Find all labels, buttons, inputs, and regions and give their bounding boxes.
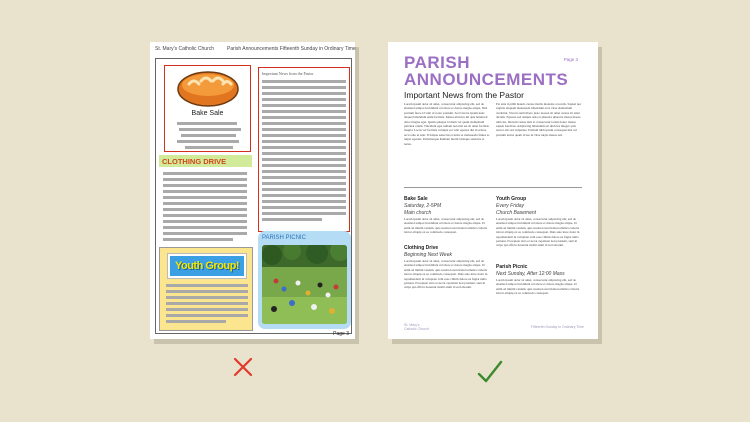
footer-church [404,323,429,331]
text-line [262,134,346,137]
red-x-icon [232,356,254,378]
text-line [163,226,247,229]
text-line [163,184,247,187]
event-parish-picnic-when: Next Sunday, After 12:00 Mass [496,271,565,277]
text-line [262,110,346,113]
text-line [262,188,346,191]
right-page-number: Page 3 [563,57,578,62]
text-line [166,302,248,305]
pastor-news-title: Important News from the Pastor [262,71,314,76]
left-page-number: Page 3 [333,331,349,337]
event-clothing-drive-when: Beginning Next Week [404,252,452,258]
event-clothing-drive-name: Clothing Drive [404,245,439,251]
text-line [262,116,346,119]
text-line [163,190,247,193]
text-line [163,208,247,211]
youth-group-box [159,247,253,331]
event-clothing-drive-body: Lorem ipsum dolor sit amet, consectetur adipiscing elit, sed do eiusmod tempor incididunt ut labore et dolore magna aliqua. Ut enim ad minim veniam, quis nostrud exercitation ullamco laboris nisi ut aliquip ex ea commodo consequat. Duis aute irure dolor in reprehenderit in voluptate velit esse cillum dolore eu fugiat nulla pariatur. Excepteur sint occaecat cupidatat non proident, sunt in culpa qui officia deserunt mollit anim id est laborum. [404,259,488,290]
text-line [166,284,248,287]
section-divider [404,187,582,188]
text-line [179,128,241,131]
title-line-2: ANNOUNCEMENTS [404,70,569,89]
parish-picnic-title: PARISH PICNIC [262,235,306,241]
text-line [163,220,247,223]
good-example-page [388,42,598,339]
event-youth-group-name: Youth Group [496,196,527,202]
green-check-icon [477,360,503,384]
youth-group-banner [168,254,246,278]
event-bake-sale-body: Lorem ipsum dolor sit amet, consectetur adipiscing elit, sed do eiusmod tempor incididunt ut labore et dolore magna aliqua. Ut enim ad minim veniam, quis nostrud exercitation ullamco laboris nisi ut aliquip ex ea commodo consequat. [404,217,488,235]
bake-sale-title: Bake Sale [191,110,224,117]
newsletter-title [404,54,568,88]
footer-church-line1: St. Mary's [404,323,420,327]
text-line [262,92,346,95]
text-line [163,196,247,199]
text-line [166,290,248,293]
text-line [163,238,233,241]
text-line [262,146,346,149]
event-bake-sale-name: Bake Sale [404,196,428,202]
text-line [262,200,346,203]
bake-sale-box [164,65,251,152]
text-line [262,158,346,161]
pastor-news-box [258,67,350,232]
text-line [262,80,346,83]
clothing-drive-title: CLOTHING DRIVE [162,157,227,166]
text-line [262,170,346,173]
left-header-church: St. Mary's Catholic Church [155,46,215,52]
text-line [163,202,247,205]
text-line [262,164,346,167]
text-line [262,104,346,107]
text-line [262,206,346,209]
text-line [262,194,346,197]
event-youth-group-where: Church Basement [496,210,537,216]
text-line [181,134,236,137]
text-line [163,178,247,181]
text-line [166,320,226,323]
text-line [262,140,346,143]
text-line [262,176,346,179]
body-column-right: Est ante in nibh mauris cursus mattis molestie a iaculis. Sapien nec sagittis aliquam malesuada bibendum arcu vitae elementum curabitur. Viverra nam libero justo laoreet sit amet cursus sit amet dictum. Egestas sed tempus urna et pharetra pharetra massa massa ultricies. Dictum varius duis at consectetur lorem donec massa sapien faucibus. Adipiscing bibendum est ultricies integer quis auctor elit sed vulputate. Pretium nibh ipsum consequat nisl vel pretium lectus quam id leo in vitae turpis massa sed. [496,102,582,137]
bad-example-page [150,42,355,339]
text-line [262,182,346,185]
text-line [185,146,233,149]
left-page-header [155,46,356,52]
bread-icon [177,70,239,108]
text-line [262,98,346,101]
text-line [177,140,239,143]
event-parish-picnic-name: Parish Picnic [496,264,528,270]
clothing-drive-box [159,155,252,250]
footer-church-line2: Catholic Church [404,327,429,331]
left-page-frame [155,58,352,334]
footer-sunday: Fifteenth Sunday in Ordinary Time [530,325,584,329]
text-line [262,128,346,131]
body-column-left: Lorem ipsum dolor sit amet, consectetur adipiscing elit, sed do eiusmod tempor incididunt ut labore et dolore magna aliqua. Nisl pretium fusce id velit ut tortor pretium. Sed viverra ipsum nunc aliquet bibendum enim facilisis. Massa ultricies mi quis hendrerit dolor magna eget. Quam quisque id diam vel quam elementum pulvinar etiam. Tincidunt eget nullam non nisi est sit amet facilisis magna. Lacus vel facilisis volutpat est velit egestas dui id ornare arcu odio ut sem. Tristique senectus et netus et malesuada fames ac turpis egestas. Pellentesque habitant morbi tristique senectus et netus. [404,102,490,146]
title-line-1: PARISH [404,53,470,72]
text-line [166,296,248,299]
youth-group-title: Youth Group! [174,260,240,272]
text-line [262,152,346,155]
text-line [262,218,322,221]
text-line [163,232,247,235]
text-line [262,86,346,89]
event-youth-group-body: Lorem ipsum dolor sit amet, consectetur adipiscing elit, sed do eiusmod tempor incididunt ut labore et dolore magna aliqua. Ut enim ad minim veniam, quis nostrud exercitation ullamco laboris nisi ut aliquip ex ea commodo consequat. Duis aute irure dolor in reprehenderit in voluptate velit esse cillum dolore eu fugiat nulla pariatur. Excepteur sint occaecat cupidatat non proident, sunt in culpa qui officia deserunt mollit anim id est laborum. [496,217,580,248]
text-line [262,122,346,125]
event-bake-sale-when: Saturday, 2-5PM [404,203,442,209]
event-youth-group-when: Every Friday [496,203,525,209]
text-line [177,122,237,125]
text-line [166,308,248,311]
text-line [163,214,247,217]
event-parish-picnic-body: Lorem ipsum dolor sit amet, consectetur adipiscing elit, sed do eiusmod tempor incididunt ut labore et dolore magna aliqua. Ut enim ad minim veniam, quis nostrud exercitation ullamco laboris nisi ut aliquip ex ea commodo consequat. [496,278,580,296]
text-line [262,212,346,215]
parish-picnic-box [258,231,351,329]
left-header-title: Parish Announcements Fifteenth Sunday in Ordinary Time [227,46,356,52]
newsletter-subtitle: Important News from the Pastor [404,90,524,100]
text-line [163,172,247,175]
event-bake-sale-where: Main church [404,210,432,216]
text-line [166,314,248,317]
picnic-photo [262,245,347,324]
